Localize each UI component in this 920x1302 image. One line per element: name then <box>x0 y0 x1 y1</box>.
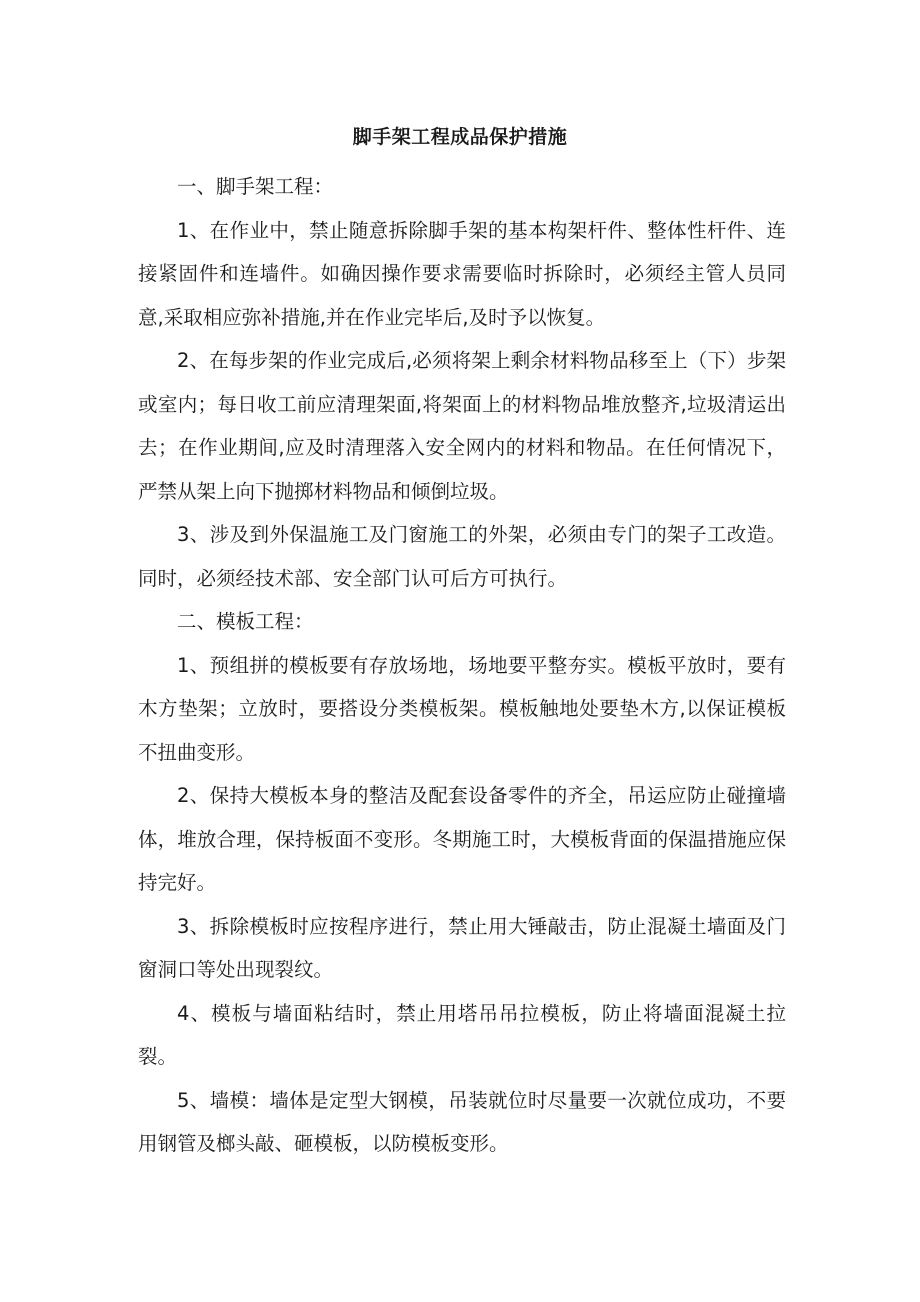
paragraph: 5、墙模：墙体是定型大钢模，吊装就位时尽量要一次就位成功，不要用钢管及榔头敲、砸模板，以防模板变形。 <box>138 1088 786 1155</box>
paragraph: 4、模板与墙面粘结时，禁止用塔吊吊拉模板，防止将墙面混凝土拉裂。 <box>138 1001 786 1068</box>
paragraph: 2、保持大模板本身的整洁及配套设备零件的齐全，吊运应防止碰撞墙体，堆放合理，保持板面不变形。冬期施工时，大模板背面的保温措施应保持完好。 <box>138 784 786 894</box>
document-body <box>138 165 786 1166</box>
paragraph: 3、涉及到外保温施工及门窗施工的外架，必须由专门的架子工改造。同时，必须经技术部、安全部门认可后方可执行。 <box>138 523 786 590</box>
section-heading-formwork: 二、模板工程： <box>177 610 314 633</box>
paragraph: 2、在每步架的作业完成后,必须将架上剩余材料物品移至上（下）步架或室内；每日收工前应清理架面,将架面上的材料物品堆放整齐,垃圾清运出去；在作业期间,应及时清理落入安全网内的材料和物品。在任何情况下，严禁从架上向下抛掷材料物品和倾倒垃圾。 <box>138 349 786 503</box>
paragraph: 1、预组拼的模板要有存放场地，场地要平整夯实。模板平放时，要有木方垫架；立放时，要搭设分类模板架。模板触地处要垫木方,以保证模板不扭曲变形。 <box>138 653 786 764</box>
section-heading-scaffolding: 一、脚手架工程： <box>177 175 334 198</box>
document-title: 脚手架工程成品保护措施 <box>352 126 568 148</box>
paragraph: 1、在作业中，禁止随意拆除脚手架的基本构架杆件、整体性杆件、连接紧固件和连墙件。如确因操作要求需要临时拆除时，必须经主管人员同意,采取相应弥补措施,并在作业完毕后,及时予以恢复。 <box>138 218 786 329</box>
paragraph: 3、拆除模板时应按程序进行，禁止用大锤敲击，防止混凝土墙面及门窗洞口等处出现裂纹。 <box>138 914 786 981</box>
